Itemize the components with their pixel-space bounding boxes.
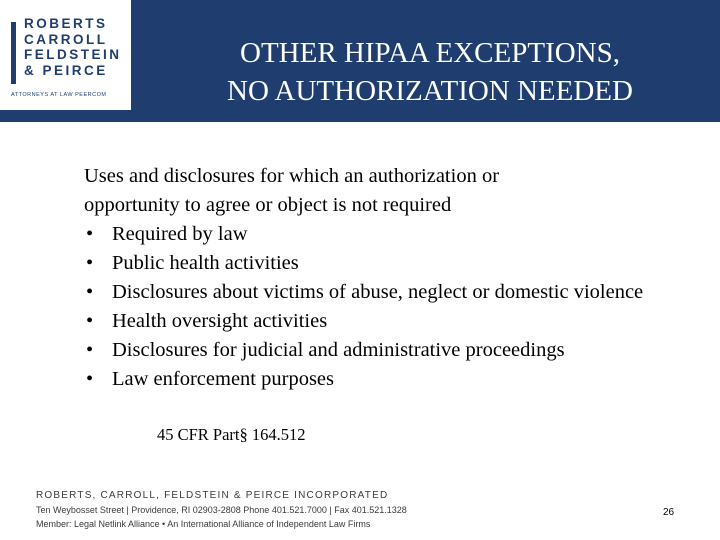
bullet-dot-icon: • [86, 310, 94, 332]
page-number: 26 [663, 507, 675, 518]
footer [36, 489, 407, 531]
bullet-list [84, 220, 684, 394]
bullet-item [84, 278, 684, 307]
logo-accent-bar [11, 22, 16, 84]
title-line-2: NO AUTHORIZATION NEEDED [227, 75, 633, 107]
header-banner [0, 0, 720, 122]
bullet-text: Law enforcement purposes [112, 368, 334, 390]
logo-line: & PEIRCE [24, 62, 108, 78]
logo-line: CARROLL [24, 31, 108, 47]
footer-membership: Member: Legal Netlink Alliance • An International Alliance of Independent Law Firms [36, 519, 371, 529]
bullet-text: Disclosures about victims of abuse, neglect or domestic violence [112, 281, 644, 303]
bullet-dot-icon: • [86, 368, 94, 390]
bullet-item [84, 336, 684, 365]
footer-firm-name: ROBERTS, CARROLL, FELDSTEIN & PEIRCE INCORPORATED [36, 490, 389, 501]
logo-tagline: ATTORNEYS AT LAW PEERCOM [11, 92, 107, 98]
title-line-1: OTHER HIPAA EXCEPTIONS, [240, 37, 620, 69]
slide-body [84, 162, 684, 394]
bullet-dot-icon: • [86, 281, 94, 303]
intro-line-2: opportunity to agree or object is not required [84, 194, 452, 216]
bullet-text: Disclosures for judicial and administrative proceedings [112, 339, 565, 361]
bullet-dot-icon: • [86, 252, 94, 274]
intro-line-1: Uses and disclosures for which an authorization or [84, 165, 500, 187]
slide-title [180, 34, 680, 110]
logo-wordmark [24, 16, 122, 78]
citation: 45 CFR Part§ 164.512 [157, 425, 306, 444]
bullet-item [84, 307, 684, 336]
bullet-item [84, 220, 684, 249]
bullet-item [84, 365, 684, 394]
bullet-text: Required by law [112, 223, 248, 245]
bullet-text: Health oversight activities [112, 310, 328, 332]
footer-address: Ten Weybosset Street | Providence, RI 02903-2808 Phone 401.521.7000 | Fax 401.521.1328 [36, 505, 407, 515]
bullet-dot-icon: • [86, 223, 94, 245]
bullet-dot-icon: • [86, 339, 94, 361]
logo-line: FELDSTEIN [24, 47, 122, 62]
bullet-item [84, 249, 684, 278]
bullet-text: Public health activities [112, 252, 299, 274]
intro-text [84, 162, 684, 220]
firm-logo [0, 0, 131, 110]
logo-line: ROBERTS [24, 16, 108, 31]
